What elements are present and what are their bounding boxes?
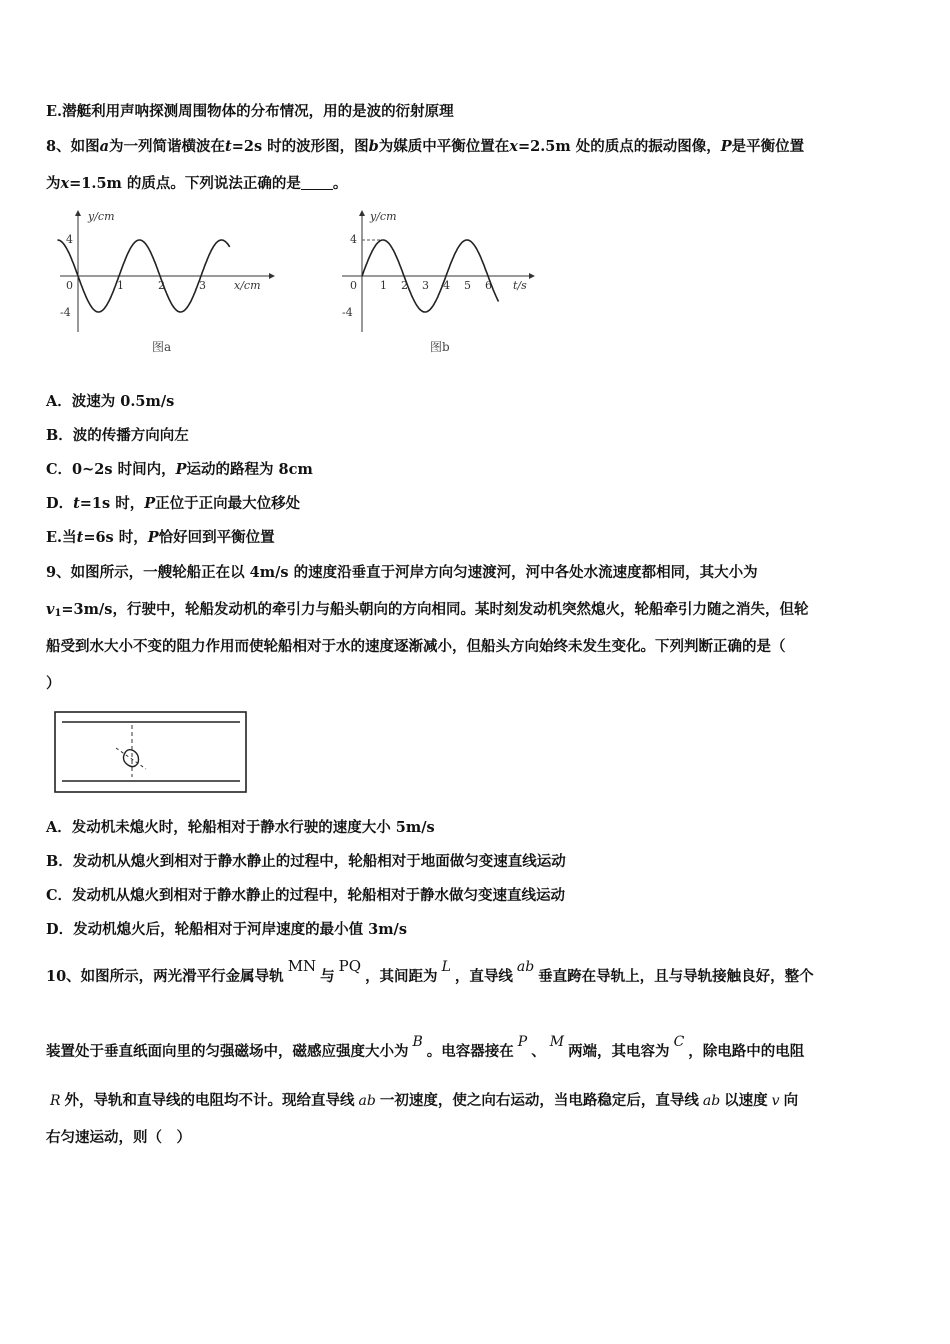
q8-option-c: C．0~2s 时间内，P运动的路程为 8cm: [46, 461, 313, 478]
tick-y-bottom: -4: [342, 306, 353, 319]
x-axis-label: x/cm: [234, 279, 261, 292]
tick-x-3: 3: [199, 279, 206, 292]
tick-y-top: 4: [66, 233, 73, 246]
q9-option-b: B．发动机从熄火到相对于静水静止的过程中，轮船相对于地面做匀变速直线运动: [46, 853, 566, 870]
q8-stem-line1: 8、如图a为一列简谐横波在t=2s 时的波形图，图b为媒质中平衡位置在x=2.5m 处的质点的振动图像，P是平衡位置: [46, 138, 805, 155]
river-boat-figure: [54, 711, 248, 795]
wave-graph-a: [52, 205, 282, 355]
t-ticks: [350, 279, 492, 292]
q9-option-c: C．发动机从熄火到相对于静水静止的过程中，轮船相对于静水做匀变速直线运动: [46, 887, 566, 904]
q10-stem-line3: R 外，导轨和直导线的电阻均不计。现给直导线 ab 一初速度，使之向右运动，当电路稳定后，直导线 ab 以速度 v 向: [50, 1092, 799, 1109]
tick-t-0: 0: [350, 279, 357, 292]
q9-stem-line4: ）: [46, 675, 61, 692]
t-axis-label: t/s: [513, 279, 527, 292]
q10-stem-line4: 右匀速运动，则（ ）: [46, 1129, 191, 1146]
q8-stem-line2: 为x=1.5m 的质点。下列说法正确的是 。: [46, 175, 348, 192]
figure-caption: 图a: [152, 340, 172, 354]
tick-x-1: 1: [117, 279, 124, 292]
tick-y-top: 4: [350, 233, 357, 246]
tick-y-bottom: -4: [60, 306, 71, 319]
q8-option-a: A．波速为 0.5m/s: [46, 393, 175, 410]
q9-option-a: A．发动机未熄火时，轮船相对于静水行驶的速度大小 5m/s: [46, 819, 435, 836]
answer-blank: [301, 177, 333, 190]
q7-option-e: E.潜艇利用声呐探测周围物体的分布情况，用的是波的衍射原理: [46, 103, 454, 120]
q9-option-d: D．发动机熄火后，轮船相对于河岸速度的最小值 3m/s: [46, 921, 408, 938]
tick-t-3: 3: [422, 279, 429, 292]
q8-option-e: E.当t=6s 时，P恰好回到平衡位置: [46, 529, 275, 546]
q9-stem-line1: 9、如图所示，一艘轮船正在以 4m/s 的速度沿垂直于河岸方向匀速渡河，河中各处水流速度都相同，其大小为: [46, 564, 758, 581]
q10-stem-line1: 10、如图所示，两光滑平行金属导轨MN与PQ，其间距为L，直导线ab垂直跨在导轨上，且与导轨接触良好，整个: [46, 957, 814, 985]
tick-t-5: 5: [464, 279, 471, 292]
q9-stem-line2: $v_1=3m/s$，行驶中，轮船发动机的牵引力与船头朝向的方向相同。某时刻发动机突然熄火，轮船牵引力随之消失，但轮: [46, 601, 809, 619]
q10-stem-line2: 装置处于垂直纸面向里的匀强磁场中，磁感应强度大小为B。电容器接在P、M两端，其电容为C，除电路中的电阻: [46, 1034, 805, 1060]
q9-stem-line3: 船受到水大小不变的阻力作用而使轮船相对于水的速度逐渐减小，但船头方向始终未发生变化。下列判断正确的是（: [46, 638, 786, 655]
q8-option-d: D．t=1s 时，P正位于正向最大位移处: [46, 495, 301, 512]
figure-frame: [55, 712, 246, 792]
tick-t-2: 2: [401, 279, 408, 292]
vibration-graph-b: [330, 205, 540, 355]
tick-t-6: 6: [485, 279, 492, 292]
q8-option-b: B．波的传播方向向左: [46, 427, 189, 444]
tick-x-2: 2: [158, 279, 165, 292]
tick-t-4: 4: [443, 279, 450, 292]
figure-caption: 图b: [430, 340, 450, 354]
tick-t-1: 1: [380, 279, 387, 292]
y-axis-label: y/cm: [370, 210, 397, 223]
tick-x-0: 0: [66, 279, 73, 292]
y-axis-label: y/cm: [88, 210, 115, 223]
